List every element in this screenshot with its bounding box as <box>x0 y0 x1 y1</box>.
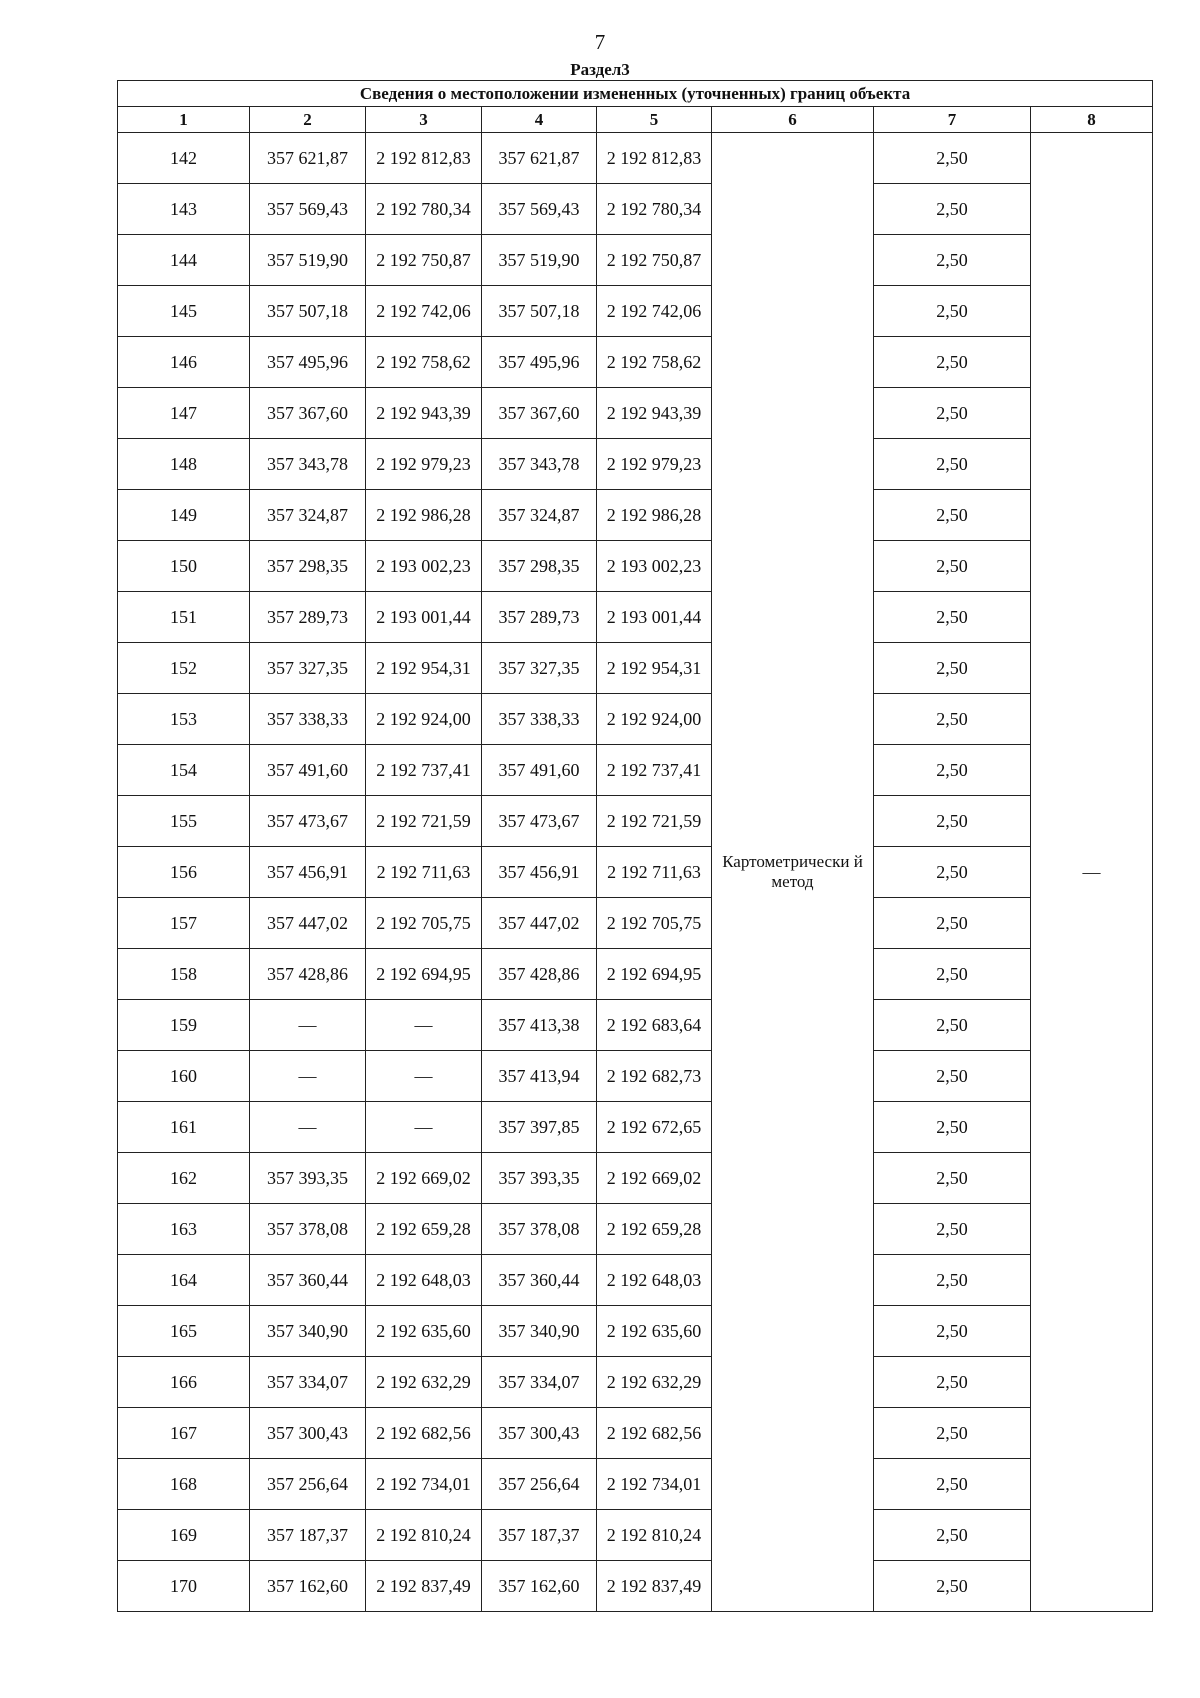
new-y-cell: 2 192 758,62 <box>597 337 712 388</box>
new-x-cell: 357 397,85 <box>482 1102 597 1153</box>
new-x-cell: 357 340,90 <box>482 1306 597 1357</box>
accuracy-cell: 2,50 <box>874 847 1031 898</box>
old-y-cell: 2 192 750,87 <box>366 235 482 286</box>
new-y-cell: 2 192 954,31 <box>597 643 712 694</box>
old-x-cell: 357 393,35 <box>250 1153 366 1204</box>
new-y-cell: 2 192 648,03 <box>597 1255 712 1306</box>
table-body <box>118 133 1153 1612</box>
old-x-cell: 357 507,18 <box>250 286 366 337</box>
old-x-cell: 357 187,37 <box>250 1510 366 1561</box>
table-row <box>118 796 1153 847</box>
new-x-cell: 357 378,08 <box>482 1204 597 1255</box>
old-x-cell: 357 289,73 <box>250 592 366 643</box>
new-y-cell: 2 192 635,60 <box>597 1306 712 1357</box>
old-x-cell: 357 300,43 <box>250 1408 366 1459</box>
table-row <box>118 898 1153 949</box>
new-x-cell: 357 338,33 <box>482 694 597 745</box>
accuracy-cell: 2,50 <box>874 439 1031 490</box>
table-row <box>118 1459 1153 1510</box>
point-number-cell: 145 <box>118 286 250 337</box>
table-row <box>118 286 1153 337</box>
old-y-cell: 2 192 721,59 <box>366 796 482 847</box>
accuracy-cell: 2,50 <box>874 949 1031 1000</box>
old-x-cell: 357 334,07 <box>250 1357 366 1408</box>
new-x-cell: 357 327,35 <box>482 643 597 694</box>
old-x-cell: 357 447,02 <box>250 898 366 949</box>
table-row <box>118 949 1153 1000</box>
table-row <box>118 1510 1153 1561</box>
new-y-cell: 2 192 737,41 <box>597 745 712 796</box>
old-x-cell: 357 456,91 <box>250 847 366 898</box>
point-number-cell: 149 <box>118 490 250 541</box>
boundary-coordinates-table <box>117 80 1153 1612</box>
table-row <box>118 1357 1153 1408</box>
point-number-cell: 156 <box>118 847 250 898</box>
point-number-cell: 144 <box>118 235 250 286</box>
new-y-cell: 2 192 682,56 <box>597 1408 712 1459</box>
table-row <box>118 133 1153 184</box>
accuracy-cell: 2,50 <box>874 1051 1031 1102</box>
table-row <box>118 541 1153 592</box>
point-number-cell: 164 <box>118 1255 250 1306</box>
table-row <box>118 1102 1153 1153</box>
accuracy-cell: 2,50 <box>874 1153 1031 1204</box>
table-row <box>118 490 1153 541</box>
accuracy-cell: 2,50 <box>874 1102 1031 1153</box>
old-x-cell: 357 378,08 <box>250 1204 366 1255</box>
accuracy-cell: 2,50 <box>874 1510 1031 1561</box>
point-number-cell: 143 <box>118 184 250 235</box>
new-y-cell: 2 192 711,63 <box>597 847 712 898</box>
point-number-cell: 166 <box>118 1357 250 1408</box>
new-x-cell: 357 162,60 <box>482 1561 597 1612</box>
new-y-cell: 2 192 683,64 <box>597 1000 712 1051</box>
table-row <box>118 184 1153 235</box>
old-x-cell: 357 428,86 <box>250 949 366 1000</box>
new-x-cell: 357 507,18 <box>482 286 597 337</box>
column-number: 5 <box>597 107 712 133</box>
new-x-cell: 357 393,35 <box>482 1153 597 1204</box>
old-x-cell: — <box>250 1051 366 1102</box>
old-y-cell: 2 192 711,63 <box>366 847 482 898</box>
column-number: 4 <box>482 107 597 133</box>
table-row <box>118 1408 1153 1459</box>
point-number-cell: 167 <box>118 1408 250 1459</box>
accuracy-cell: 2,50 <box>874 337 1031 388</box>
new-y-cell: 2 192 669,02 <box>597 1153 712 1204</box>
accuracy-cell: 2,50 <box>874 796 1031 847</box>
old-y-cell: 2 192 924,00 <box>366 694 482 745</box>
column-number: 3 <box>366 107 482 133</box>
point-number-cell: 159 <box>118 1000 250 1051</box>
new-x-cell: 357 447,02 <box>482 898 597 949</box>
accuracy-cell: 2,50 <box>874 694 1031 745</box>
old-x-cell: 357 162,60 <box>250 1561 366 1612</box>
old-x-cell: 357 491,60 <box>250 745 366 796</box>
new-x-cell: 357 519,90 <box>482 235 597 286</box>
table-row <box>118 694 1153 745</box>
old-x-cell: — <box>250 1102 366 1153</box>
new-y-cell: 2 192 837,49 <box>597 1561 712 1612</box>
table-caption: Сведения о местоположении измененных (уточненных) границ объекта <box>118 81 1153 107</box>
new-y-cell: 2 192 672,65 <box>597 1102 712 1153</box>
point-number-cell: 165 <box>118 1306 250 1357</box>
new-y-cell: 2 192 750,87 <box>597 235 712 286</box>
table-row <box>118 592 1153 643</box>
old-y-cell: 2 192 648,03 <box>366 1255 482 1306</box>
point-number-cell: 152 <box>118 643 250 694</box>
new-y-cell: 2 192 734,01 <box>597 1459 712 1510</box>
accuracy-cell: 2,50 <box>874 1306 1031 1357</box>
table-row <box>118 1255 1153 1306</box>
accuracy-cell: 2,50 <box>874 235 1031 286</box>
old-x-cell: 357 340,90 <box>250 1306 366 1357</box>
accuracy-cell: 2,50 <box>874 1204 1031 1255</box>
old-y-cell: 2 193 001,44 <box>366 592 482 643</box>
accuracy-cell: 2,50 <box>874 541 1031 592</box>
new-x-cell: 357 187,37 <box>482 1510 597 1561</box>
new-x-cell: 357 343,78 <box>482 439 597 490</box>
new-y-cell: 2 192 742,06 <box>597 286 712 337</box>
old-x-cell: 357 298,35 <box>250 541 366 592</box>
column-number: 1 <box>118 107 250 133</box>
new-y-cell: 2 192 810,24 <box>597 1510 712 1561</box>
table-row <box>118 388 1153 439</box>
old-y-cell: 2 192 837,49 <box>366 1561 482 1612</box>
old-y-cell: 2 192 669,02 <box>366 1153 482 1204</box>
new-y-cell: 2 192 721,59 <box>597 796 712 847</box>
page-number: 7 <box>594 30 606 54</box>
section-title: Раздел3 <box>570 60 630 79</box>
old-y-cell: 2 192 742,06 <box>366 286 482 337</box>
old-y-cell: 2 192 632,29 <box>366 1357 482 1408</box>
old-y-cell: 2 193 002,23 <box>366 541 482 592</box>
table-row <box>118 1153 1153 1204</box>
old-y-cell: 2 192 737,41 <box>366 745 482 796</box>
new-x-cell: 357 289,73 <box>482 592 597 643</box>
new-y-cell: 2 192 682,73 <box>597 1051 712 1102</box>
accuracy-cell: 2,50 <box>874 184 1031 235</box>
old-y-cell: 2 192 979,23 <box>366 439 482 490</box>
column8-cell: — <box>1031 133 1153 1612</box>
old-y-cell: 2 192 954,31 <box>366 643 482 694</box>
table-row <box>118 1306 1153 1357</box>
old-y-cell: — <box>366 1000 482 1051</box>
table-row <box>118 1561 1153 1612</box>
new-x-cell: 357 621,87 <box>482 133 597 184</box>
column-number: 6 <box>712 107 874 133</box>
old-x-cell: 357 256,64 <box>250 1459 366 1510</box>
table-row <box>118 745 1153 796</box>
old-y-cell: 2 192 943,39 <box>366 388 482 439</box>
accuracy-cell: 2,50 <box>874 388 1031 439</box>
accuracy-cell: 2,50 <box>874 1561 1031 1612</box>
point-number-cell: 169 <box>118 1510 250 1561</box>
point-number-cell: 148 <box>118 439 250 490</box>
table-row <box>118 1000 1153 1051</box>
new-y-cell: 2 192 659,28 <box>597 1204 712 1255</box>
column-number: 7 <box>874 107 1031 133</box>
new-y-cell: 2 192 632,29 <box>597 1357 712 1408</box>
new-x-cell: 357 256,64 <box>482 1459 597 1510</box>
accuracy-cell: 2,50 <box>874 1000 1031 1051</box>
point-number-cell: 150 <box>118 541 250 592</box>
point-number-cell: 168 <box>118 1459 250 1510</box>
accuracy-cell: 2,50 <box>874 898 1031 949</box>
old-x-cell: — <box>250 1000 366 1051</box>
new-x-cell: 357 473,67 <box>482 796 597 847</box>
accuracy-cell: 2,50 <box>874 1255 1031 1306</box>
new-y-cell: 2 192 979,23 <box>597 439 712 490</box>
new-x-cell: 357 300,43 <box>482 1408 597 1459</box>
accuracy-cell: 2,50 <box>874 1459 1031 1510</box>
method-cell: Картометрически й метод <box>712 133 874 1612</box>
new-x-cell: 357 360,44 <box>482 1255 597 1306</box>
old-y-cell: 2 192 758,62 <box>366 337 482 388</box>
new-x-cell: 357 413,94 <box>482 1051 597 1102</box>
point-number-cell: 153 <box>118 694 250 745</box>
old-y-cell: 2 192 682,56 <box>366 1408 482 1459</box>
old-y-cell: 2 192 810,24 <box>366 1510 482 1561</box>
new-x-cell: 357 428,86 <box>482 949 597 1000</box>
new-y-cell: 2 192 943,39 <box>597 388 712 439</box>
point-number-cell: 154 <box>118 745 250 796</box>
new-y-cell: 2 192 694,95 <box>597 949 712 1000</box>
new-y-cell: 2 193 002,23 <box>597 541 712 592</box>
old-y-cell: 2 192 812,83 <box>366 133 482 184</box>
accuracy-cell: 2,50 <box>874 1357 1031 1408</box>
old-x-cell: 357 327,35 <box>250 643 366 694</box>
table-row <box>118 439 1153 490</box>
old-x-cell: 357 343,78 <box>250 439 366 490</box>
new-x-cell: 357 334,07 <box>482 1357 597 1408</box>
accuracy-cell: 2,50 <box>874 286 1031 337</box>
table-row <box>118 1204 1153 1255</box>
new-y-cell: 2 192 924,00 <box>597 694 712 745</box>
new-y-cell: 2 192 812,83 <box>597 133 712 184</box>
point-number-cell: 142 <box>118 133 250 184</box>
old-x-cell: 357 519,90 <box>250 235 366 286</box>
new-x-cell: 357 298,35 <box>482 541 597 592</box>
table-row <box>118 847 1153 898</box>
point-number-cell: 162 <box>118 1153 250 1204</box>
old-x-cell: 357 338,33 <box>250 694 366 745</box>
point-number-cell: 170 <box>118 1561 250 1612</box>
accuracy-cell: 2,50 <box>874 1408 1031 1459</box>
new-y-cell: 2 192 705,75 <box>597 898 712 949</box>
new-x-cell: 357 413,38 <box>482 1000 597 1051</box>
point-number-cell: 157 <box>118 898 250 949</box>
point-number-cell: 160 <box>118 1051 250 1102</box>
column-number: 8 <box>1031 107 1153 133</box>
old-x-cell: 357 324,87 <box>250 490 366 541</box>
old-x-cell: 357 473,67 <box>250 796 366 847</box>
old-y-cell: 2 192 986,28 <box>366 490 482 541</box>
point-number-cell: 161 <box>118 1102 250 1153</box>
point-number-cell: 147 <box>118 388 250 439</box>
column-number: 2 <box>250 107 366 133</box>
old-y-cell: 2 192 694,95 <box>366 949 482 1000</box>
column-number-row <box>118 107 1153 133</box>
new-x-cell: 357 569,43 <box>482 184 597 235</box>
table-row <box>118 235 1153 286</box>
old-x-cell: 357 569,43 <box>250 184 366 235</box>
accuracy-cell: 2,50 <box>874 592 1031 643</box>
old-x-cell: 357 621,87 <box>250 133 366 184</box>
accuracy-cell: 2,50 <box>874 133 1031 184</box>
new-x-cell: 357 367,60 <box>482 388 597 439</box>
new-x-cell: 357 491,60 <box>482 745 597 796</box>
new-y-cell: 2 192 986,28 <box>597 490 712 541</box>
new-y-cell: 2 192 780,34 <box>597 184 712 235</box>
old-x-cell: 357 495,96 <box>250 337 366 388</box>
old-y-cell: 2 192 659,28 <box>366 1204 482 1255</box>
accuracy-cell: 2,50 <box>874 643 1031 694</box>
point-number-cell: 158 <box>118 949 250 1000</box>
new-x-cell: 357 495,96 <box>482 337 597 388</box>
point-number-cell: 146 <box>118 337 250 388</box>
old-y-cell: 2 192 780,34 <box>366 184 482 235</box>
old-y-cell: 2 192 705,75 <box>366 898 482 949</box>
new-y-cell: 2 193 001,44 <box>597 592 712 643</box>
old-x-cell: 357 367,60 <box>250 388 366 439</box>
accuracy-cell: 2,50 <box>874 490 1031 541</box>
point-number-cell: 151 <box>118 592 250 643</box>
table-row <box>118 337 1153 388</box>
table-row <box>118 643 1153 694</box>
point-number-cell: 163 <box>118 1204 250 1255</box>
new-x-cell: 357 324,87 <box>482 490 597 541</box>
old-x-cell: 357 360,44 <box>250 1255 366 1306</box>
old-y-cell: 2 192 635,60 <box>366 1306 482 1357</box>
old-y-cell: 2 192 734,01 <box>366 1459 482 1510</box>
new-x-cell: 357 456,91 <box>482 847 597 898</box>
old-y-cell: — <box>366 1102 482 1153</box>
table-row <box>118 1051 1153 1102</box>
old-y-cell: — <box>366 1051 482 1102</box>
accuracy-cell: 2,50 <box>874 745 1031 796</box>
point-number-cell: 155 <box>118 796 250 847</box>
